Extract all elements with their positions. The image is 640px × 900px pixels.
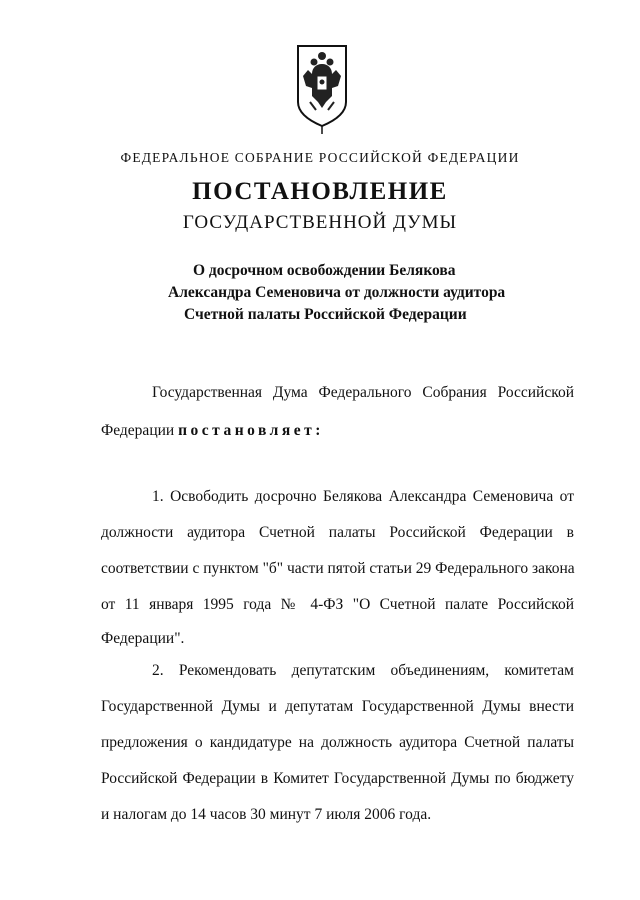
clause2-line: Российской Федерации в Комитет Государственной Думы по бюджету xyxy=(101,770,574,787)
clause1-line: соответствии с пунктом "б" части пятой статьи 29 Федерального закона xyxy=(101,560,575,577)
clause1-line: 1. Освободить досрочно Белякова Александра Семеновича от xyxy=(152,488,574,505)
subject-line: Счетной палаты Российской Федерации xyxy=(184,306,467,323)
organization-heading: ФЕДЕРАЛЬНОЕ СОБРАНИЕ РОССИЙСКОЙ ФЕДЕРАЦИИ xyxy=(120,150,520,165)
preamble-text: Федерации xyxy=(101,422,179,439)
preamble-line: Государственная Дума Федерального Собрания Российской xyxy=(152,384,574,401)
clause2-line: Государственной Думы и депутатам Государственной Думы внести xyxy=(101,698,574,715)
clause1-line: Федерации". xyxy=(101,630,185,647)
coat-of-arms-emblem xyxy=(290,40,354,136)
preamble-line xyxy=(101,422,324,440)
subject-line: О досрочном освобождении Белякова xyxy=(193,262,456,279)
resolves-word: постановляет: xyxy=(178,422,324,439)
document-subtitle: ГОСУДАРСТВЕННОЙ ДУМЫ xyxy=(182,212,458,233)
clause2-line: и налогам до 14 часов 30 минут 7 июля 2006 года. xyxy=(101,806,432,823)
clause2-line: 2. Рекомендовать депутатским объединениям, комитетам xyxy=(152,662,574,679)
clause2-line: предложения о кандидатуре на должность аудитора Счетной палаты xyxy=(101,734,574,751)
clause1-line: должности аудитора Счетной палаты Российской Федерации в xyxy=(101,524,574,541)
clause1-line: от 11 января 1995 года № 4-ФЗ "О Счетной палате Российской xyxy=(101,596,574,613)
subject-line: Александра Семеновича от должности аудитора xyxy=(168,284,506,301)
document-title: ПОСТАНОВЛЕНИЕ xyxy=(192,178,448,205)
